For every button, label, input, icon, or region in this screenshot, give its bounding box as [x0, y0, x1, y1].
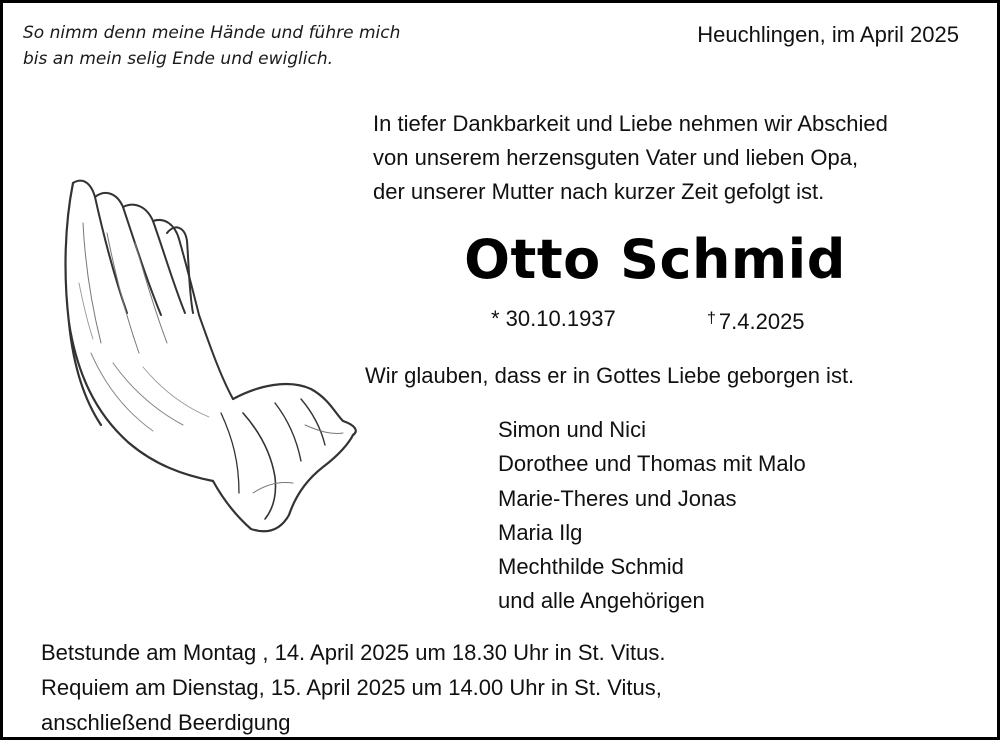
deceased-name: Otto Schmid	[464, 228, 846, 291]
service-line: Requiem am Dienstag, 15. April 2025 um 14.00 Uhr in St. Vitus,	[41, 675, 662, 700]
intro-line: der unserer Mutter nach kurzer Zeit gefolgt ist.	[373, 179, 825, 204]
service-details	[41, 635, 666, 740]
intro-line: von unserem herzensguten Vater und lieben Opa,	[373, 145, 859, 170]
intro-line: In tiefer Dankbarkeit und Liebe nehmen wir Abschied	[373, 111, 888, 136]
mourner-item: Marie-Theres und Jonas	[498, 485, 737, 511]
mourner-item: Dorothee und Thomas mit Malo	[498, 451, 806, 477]
death-date-group	[707, 303, 805, 338]
motto-line: bis an mein selig Ende und ewiglich.	[23, 49, 334, 69]
cross-symbol: †	[707, 310, 716, 327]
birth-date: * 30.10.1937	[491, 306, 616, 331]
motto-verse	[23, 20, 400, 72]
mourners-list	[498, 413, 806, 619]
mourner-item: und alle Angehörigen	[498, 588, 705, 614]
intro-text	[373, 107, 888, 209]
place-date: Heuchlingen, im April 2025	[697, 22, 959, 47]
death-date: 7.4.2025	[718, 309, 805, 334]
faith-statement: Wir glauben, dass er in Gottes Liebe geborgen ist.	[365, 363, 855, 388]
praying-hands-icon	[43, 163, 363, 553]
service-line: anschließend Beerdigung	[41, 710, 291, 735]
mourner-item: Mechthilde Schmid	[498, 554, 684, 580]
mourner-item: Simon und Nici	[498, 417, 646, 442]
service-line: Betstunde am Montag , 14. April 2025 um 18.30 Uhr in St. Vitus.	[41, 640, 666, 665]
motto-line: So nimm denn meine Hände und führe mich	[23, 23, 401, 43]
mourner-item: Maria Ilg	[498, 519, 583, 545]
